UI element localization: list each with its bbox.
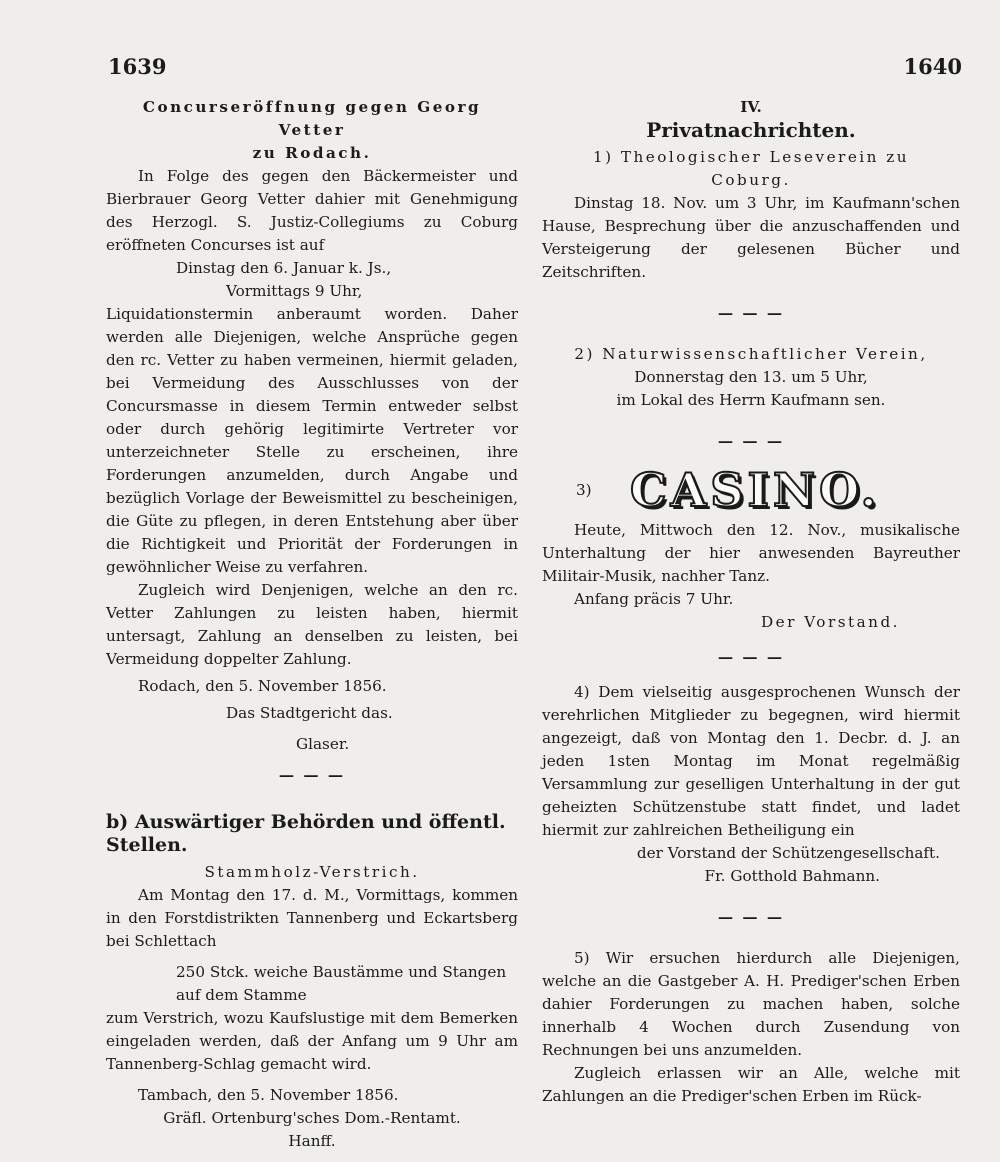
stammholz-paragraph-1: Am Montag den 17. d. M., Vormittags, kommen in den Forstdistrikten Tannenberg und Eckartsberg bei Schlettach xyxy=(106,886,518,950)
concurs-title: Concurseröffnung gegen Georg Vetter xyxy=(142,98,482,139)
separator-right-4: — — — xyxy=(717,908,785,926)
item5-paragraph-1: 5) Wir ersuchen hierdurch alle Diejenigen, welche an die Gastgeber A. H. Prediger'schen Erben dahier Forderungen zu machen haben, solche innerhalb 4 Wochen durch Zusendung von Rechnungen bei uns anzumelden. xyxy=(542,949,960,1059)
item2-title: 2) Naturwissenschaftlicher Verein, xyxy=(574,345,928,363)
casino-heading: CASINO. xyxy=(630,463,881,517)
separator-right-3: — — — xyxy=(717,648,785,666)
left-column xyxy=(106,96,518,1153)
concurs-paragraph-3: Zugleich wird Denjenigen, welche an den rc. Vetter Zahlungen zu leisten haben, hiermit untersagt, Zahlung an denselben zu leisten, bei Vermeidung doppelter Zahlung. xyxy=(106,581,518,668)
item4-signer-1: der Vorstand der Schützengesellschaft. xyxy=(636,844,940,862)
item3-number: 3) xyxy=(576,480,592,499)
separator-right-1: — — — xyxy=(717,304,785,322)
stammholz-place-date: Tambach, den 5. November 1856. xyxy=(138,1086,399,1104)
separator-left-1: — — — xyxy=(278,766,346,784)
item1-title: 1) Theologischer Leseverein zu xyxy=(592,148,910,166)
concurs-title-place: zu Rodach. xyxy=(252,144,372,162)
concurs-court: Das Stadtgericht das. xyxy=(226,704,393,722)
item2-line-2: im Lokal des Herrn Kaufmann sen. xyxy=(616,391,886,409)
stammholz-title: Stammholz-Verstrich. xyxy=(204,863,420,881)
stammholz-signer: Hanff. xyxy=(288,1132,336,1150)
concurs-signer: Glaser. xyxy=(296,735,350,753)
concurs-paragraph-2: Liquidationstermin anberaumt worden. Daher werden alle Diejenigen, welche Ansprüche gegen den rc. Vetter zu haben vermeinen, hiermit geladen, bei Vermeidung des Ausschlusses von der Concursmasse in diesem Termin entweder selbst oder durch gehörig legitimirte Vertreter vor unterzeichneter Stelle zu erscheinen, ihre Forderungen anzumelden, durch Angabe und bezüglich Vorlage der Beweismittel zu bescheinigen, die Güte zu pflegen, in deren Entstehung aber über die Richtigkeit und Priorität der Forderungen in gewöhnlicher Weise zu verfahren. xyxy=(106,305,518,576)
item5-paragraph-2: Zugleich erlassen wir an Alle, welche mit Zahlungen an die Prediger'schen Erben im Rück- xyxy=(542,1064,960,1105)
stammholz-item: 250 Stck. weiche Baustämme und Stangen auf dem Stamme xyxy=(176,963,507,1004)
item4-signer-2: Fr. Gotthold Bahmann. xyxy=(704,867,880,885)
section-number: IV. xyxy=(740,98,762,116)
page-number-right: 1640 xyxy=(903,54,962,79)
item3-start: Anfang präcis 7 Uhr. xyxy=(574,590,734,608)
casino-heading-row xyxy=(542,461,960,519)
item1-body: Dinstag 18. Nov. um 3 Uhr, im Kaufmann'schen Hause, Besprechung über die anzuschaffenden und Versteigerung der gelesenen Bücher und Zeitschriften. xyxy=(542,194,960,281)
concurs-date-line-2: Vormittags 9 Uhr, xyxy=(226,282,363,300)
stammholz-office: Gräfl. Ortenburg'sches Dom.-Rentamt. xyxy=(163,1109,461,1127)
page-number-left: 1639 xyxy=(108,54,167,79)
separator-right-2: — — — xyxy=(717,432,785,450)
item4-body: 4) Dem vielseitig ausgesprochenen Wunsch der verehrlichen Mitglieder zu begegnen, wird hiermit angezeigt, daß von Montag den 1. Decbr. d. J. an jeden 1sten Montag im Monat regelmäßig Versammlung zur geselligen Unterhaltung in der gut geheizten Schützenstube statt findet, und ladet hiermit zur zahlreichen Betheiligung ein xyxy=(542,683,960,839)
section-b-title: b) Auswärtiger Behörden und öffentl. Stellen. xyxy=(106,811,506,856)
right-column xyxy=(542,96,960,1108)
section-title: Privatnachrichten. xyxy=(646,118,856,142)
item3-signer: Der Vorstand. xyxy=(760,613,900,631)
item2-line-1: Donnerstag den 13. um 5 Uhr, xyxy=(634,368,868,386)
item1-title-place: Coburg. xyxy=(711,171,791,189)
item3-body: Heute, Mittwoch den 12. Nov., musikalische Unterhaltung der hier anwesenden Bayreuther Militair-Musik, nachher Tanz. xyxy=(542,521,960,585)
stammholz-paragraph-2: zum Verstrich, wozu Kaufslustige mit dem Bemerken eingeladen werden, daß der Anfang um 9 Uhr am Tannenberg-Schlag gemacht wird. xyxy=(106,1009,518,1073)
concurs-paragraph-1: In Folge des gegen den Bäckermeister und Bierbrauer Georg Vetter dahier mit Genehmigung des Herzogl. S. Justiz-Collegiums zu Coburg eröffneten Concurses ist auf xyxy=(106,167,518,254)
concurs-date-line-1: Dinstag den 6. Januar k. Js., xyxy=(176,259,392,277)
concurs-place-date: Rodach, den 5. November 1856. xyxy=(138,677,387,695)
